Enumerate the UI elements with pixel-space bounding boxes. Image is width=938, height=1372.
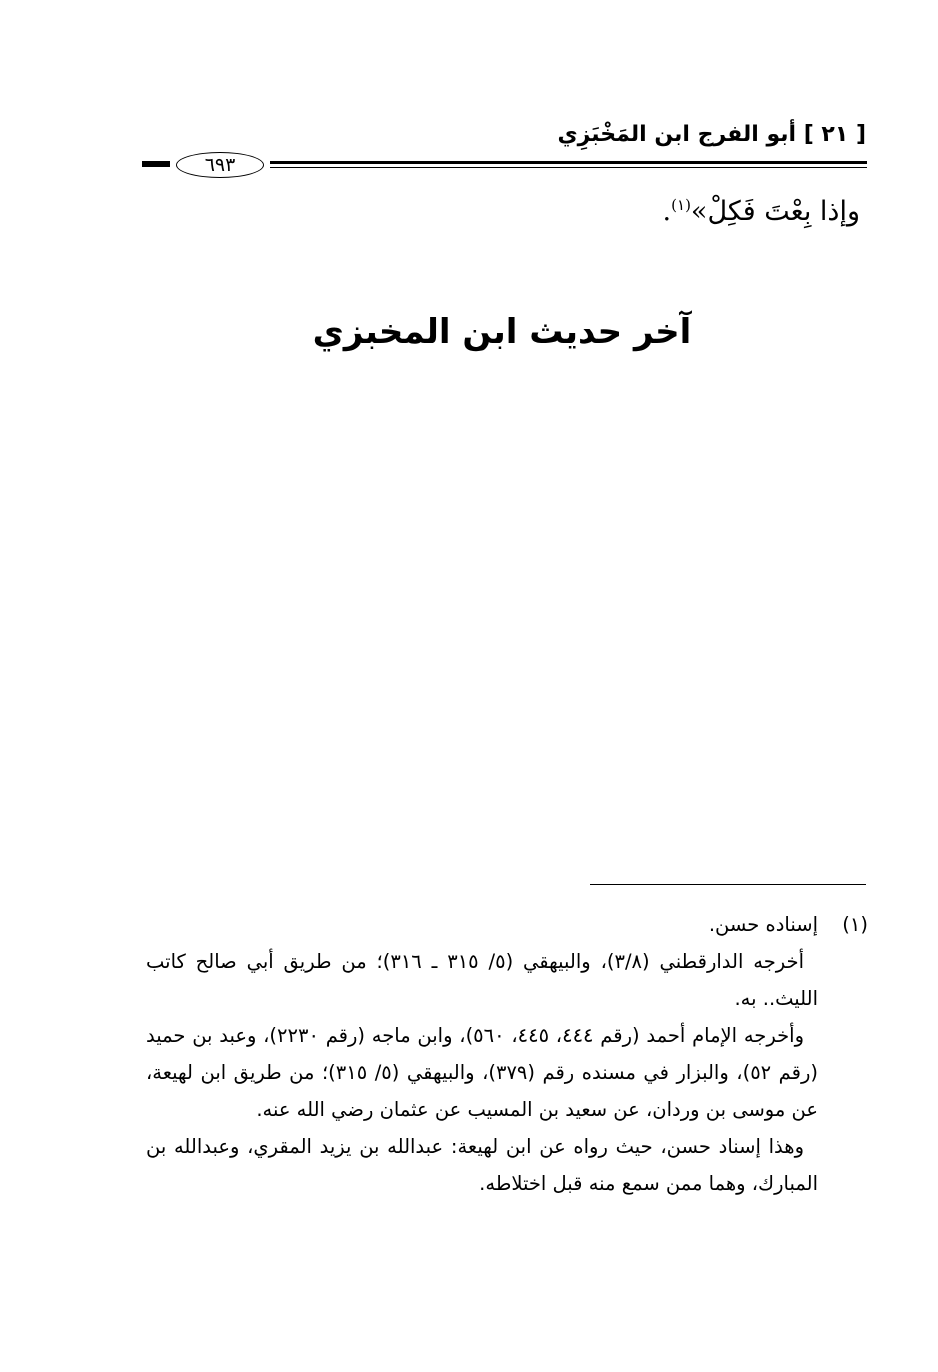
- footnote-paragraph: أخرجه الدارقطني (٣/٨)، والبيهقي (٥/ ٣١٥ ـ ٣١٦)؛ من طريق أبي صالح كاتب الليث.. به.: [146, 950, 818, 1010]
- footnote-number: (١): [842, 913, 868, 936]
- header-rule: [142, 152, 867, 182]
- header-rule-right: [270, 161, 867, 168]
- footnote-text: إسناده حسن.: [708, 913, 818, 936]
- footnotes: [146, 906, 868, 1202]
- footnote-separator: [590, 884, 866, 885]
- verse-trailing: .: [662, 196, 672, 227]
- verse-text: وإذا بِعْتَ فَكِلْ»: [690, 196, 860, 227]
- verse-footnote-ref: (١): [671, 196, 691, 214]
- footnote-paragraph: وأخرجه الإمام أحمد (رقم ٤٤٤، ٤٤٥، ٥٦٠)، وابن ماجه (رقم ٢٢٣٠)، وعبد بن حميد (رقم ٥٢)، والبزار في مسنده رقم (٣٧٩)، والبيهقي (٥/ ٣١٥)؛ من طريق ابن لهيعة، عن موسى بن وردان، عن سعيد بن المسيب عن عثمان رضي الله عنه.: [146, 1024, 818, 1121]
- header-rule-left: [142, 161, 170, 167]
- section-title: آخر حديث ابن المخبزي: [312, 312, 692, 352]
- running-head: [ ٢١ ] أبو الفرج ابن المَخْبَزِي: [557, 122, 866, 147]
- footnote-1: [146, 906, 868, 943]
- page-number: ٦٩٣: [176, 152, 264, 178]
- footnote-paragraph: وهذا إسناد حسن، حيث رواه عن ابن لهيعة: عبدالله بن يزيد المقري، وعبدالله بن المبارك، وهما ممن سمع منه قبل اختلاطه.: [146, 1135, 818, 1195]
- verse-line: [663, 196, 860, 227]
